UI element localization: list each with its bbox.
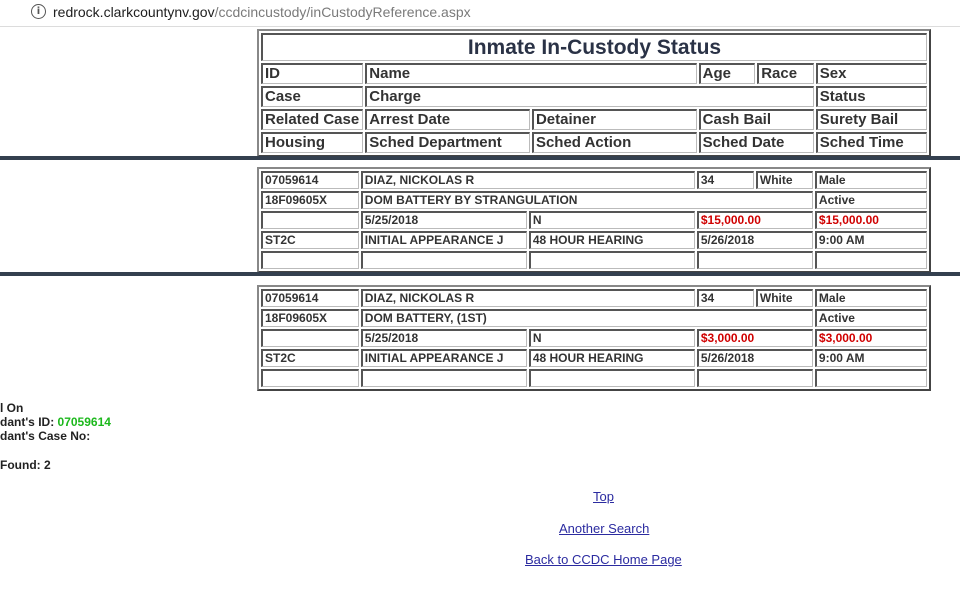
- empty-cell: [529, 369, 695, 387]
- record-age: 34: [697, 289, 754, 307]
- header-detainer: Detainer: [532, 109, 697, 130]
- record-sched-department: INITIAL APPEARANCE J: [361, 349, 527, 367]
- empty-cell: [361, 369, 527, 387]
- header-name: Name: [365, 63, 696, 84]
- header-arrest-date: Arrest Date: [365, 109, 530, 130]
- table-row: [261, 289, 927, 307]
- record-sex: Male: [815, 289, 927, 307]
- record-related-case: [261, 211, 359, 229]
- page-title: Inmate In-Custody Status: [261, 33, 927, 61]
- record-sched-date: 5/26/2018: [697, 231, 813, 249]
- record-cash-bail: $3,000.00: [697, 329, 813, 347]
- table-row: [261, 349, 927, 367]
- table-row: [261, 329, 927, 347]
- defendant-id-label: dant's ID:: [0, 415, 55, 429]
- header-related-case: Related Case: [261, 109, 363, 130]
- record-sched-action: 48 HOUR HEARING: [529, 349, 695, 367]
- record-arrest-date: 5/25/2018: [361, 211, 527, 229]
- searched-on-label: l On: [0, 401, 24, 415]
- header-age: Age: [699, 63, 756, 84]
- table-row: [261, 251, 927, 269]
- header-sched-action: Sched Action: [532, 132, 697, 153]
- top-link[interactable]: Top: [593, 489, 614, 504]
- status-header-table: [257, 29, 931, 157]
- empty-cell: [361, 251, 527, 269]
- header-surety-bail: Surety Bail: [816, 109, 927, 130]
- empty-cell: [697, 369, 813, 387]
- header-status: Status: [816, 86, 927, 107]
- address-bar[interactable]: [0, 0, 960, 27]
- record-cash-bail: $15,000.00: [697, 211, 813, 229]
- record-name: DIAZ, NICKOLAS R: [361, 289, 695, 307]
- empty-cell: [815, 369, 927, 387]
- home-page-link[interactable]: Back to CCDC Home Page: [525, 552, 682, 567]
- divider: [0, 272, 960, 276]
- record-sched-time: 9:00 AM: [815, 231, 927, 249]
- record-case: 18F09605X: [261, 309, 359, 327]
- record-age: 34: [697, 171, 754, 189]
- record-sched-department: INITIAL APPEARANCE J: [361, 231, 527, 249]
- record-charge: DOM BATTERY BY STRANGULATION: [361, 191, 813, 209]
- record-related-case: [261, 329, 359, 347]
- header-charge: Charge: [365, 86, 814, 107]
- record-id: 07059614: [261, 171, 359, 189]
- record-status: Active: [815, 309, 927, 327]
- record-detainer: N: [529, 329, 695, 347]
- header-sched-department: Sched Department: [365, 132, 530, 153]
- record-sched-time: 9:00 AM: [815, 349, 927, 367]
- table-row: [261, 369, 927, 387]
- record-table: [257, 285, 931, 391]
- record-housing: ST2C: [261, 231, 359, 249]
- header-sched-date: Sched Date: [699, 132, 814, 153]
- empty-cell: [697, 251, 813, 269]
- header-race: Race: [757, 63, 814, 84]
- record-id: 07059614: [261, 289, 359, 307]
- empty-cell: [261, 251, 359, 269]
- defendant-id-value: 07059614: [57, 415, 111, 429]
- record-sched-action: 48 HOUR HEARING: [529, 231, 695, 249]
- header-sched-time: Sched Time: [816, 132, 927, 153]
- record-sched-date: 5/26/2018: [697, 349, 813, 367]
- url-path: /ccdcincustody/inCustodyReference.aspx: [214, 4, 471, 20]
- records-found: Found: 2: [0, 458, 51, 472]
- table-row: [261, 309, 927, 327]
- record-charge: DOM BATTERY, (1ST): [361, 309, 813, 327]
- record-housing: ST2C: [261, 349, 359, 367]
- record-arrest-date: 5/25/2018: [361, 329, 527, 347]
- another-search-link[interactable]: Another Search: [559, 521, 650, 536]
- header-id: ID: [261, 63, 363, 84]
- record-race: White: [756, 171, 813, 189]
- record-surety-bail: $3,000.00: [815, 329, 927, 347]
- record-table: [257, 167, 931, 273]
- empty-cell: [261, 369, 359, 387]
- defendant-case-label: dant's Case No:: [0, 429, 91, 443]
- header-housing: Housing: [261, 132, 363, 153]
- url-domain: redrock.clarkcountynv.gov: [53, 4, 215, 20]
- table-row: [261, 191, 927, 209]
- table-row: [261, 211, 927, 229]
- record-race: White: [756, 289, 813, 307]
- record-case: 18F09605X: [261, 191, 359, 209]
- url-text[interactable]: [53, 4, 471, 20]
- header-case: Case: [261, 86, 363, 107]
- record-status: Active: [815, 191, 927, 209]
- record-surety-bail: $15,000.00: [815, 211, 927, 229]
- record-sex: Male: [815, 171, 927, 189]
- record-detainer: N: [529, 211, 695, 229]
- divider: [0, 156, 960, 160]
- header-cash-bail: Cash Bail: [699, 109, 814, 130]
- info-icon[interactable]: i: [31, 4, 46, 19]
- table-row: [261, 231, 927, 249]
- empty-cell: [529, 251, 695, 269]
- header-sex: Sex: [816, 63, 927, 84]
- empty-cell: [815, 251, 927, 269]
- defendant-id-line: [0, 415, 111, 429]
- table-row: [261, 171, 927, 189]
- record-name: DIAZ, NICKOLAS R: [361, 171, 695, 189]
